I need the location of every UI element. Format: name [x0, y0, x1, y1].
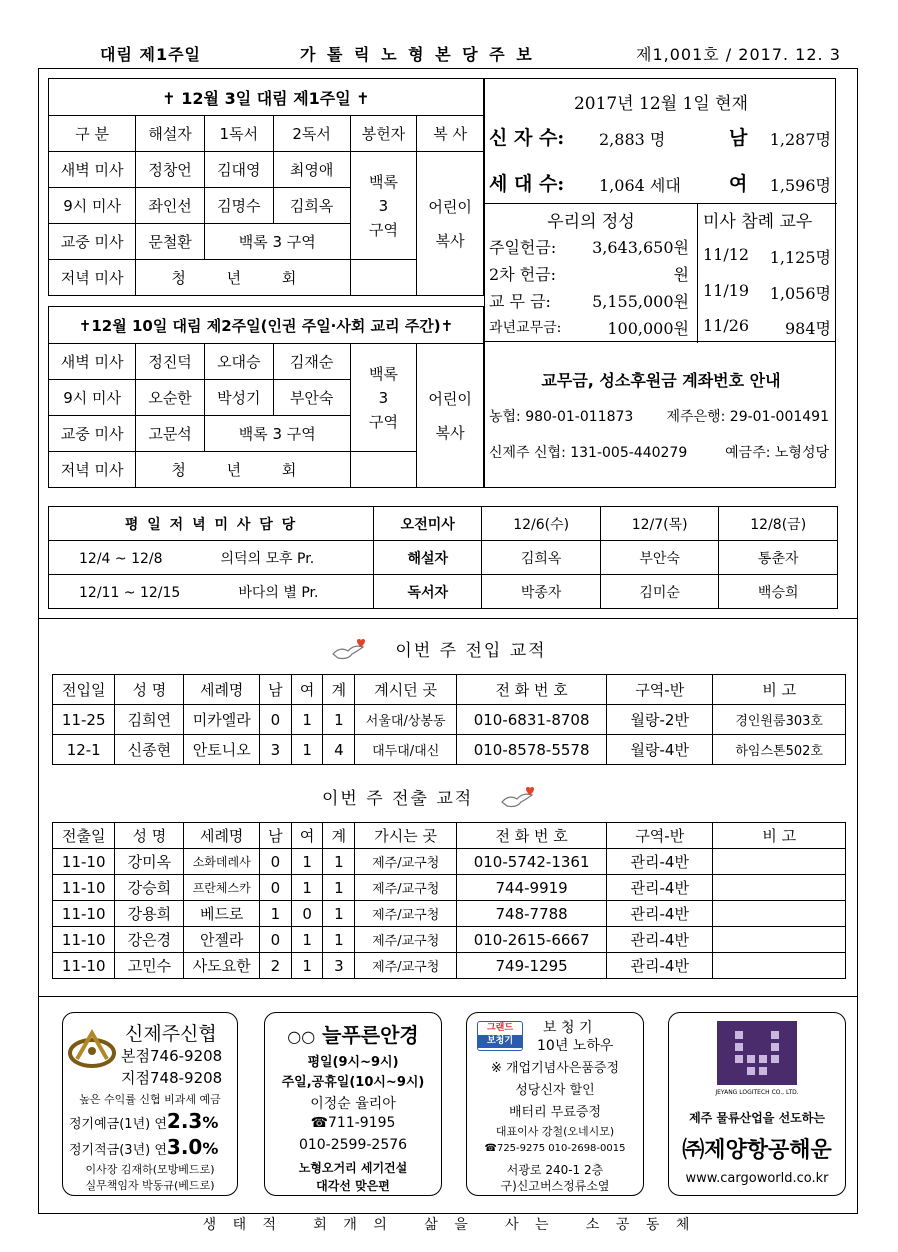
female-label: 여: [729, 173, 748, 195]
optical-mobile: 010-2599-2576: [298, 1137, 408, 1153]
week2-schedule: [48, 306, 484, 488]
table-cell: 고민수: [115, 953, 184, 979]
sunday-collection-label: 주일헌금:: [489, 238, 557, 257]
table-cell: 베드로: [184, 901, 260, 927]
donation-title: 우리의 정성: [547, 212, 635, 232]
col-header: 성 명: [115, 675, 184, 705]
account-jeju: 제주은행: 29-01-001491: [666, 409, 829, 425]
table-cell: 제주/교구청: [355, 849, 457, 875]
col-header: 해설자: [136, 116, 205, 152]
table-cell: 월랑-2반: [607, 705, 713, 735]
table-cell: 744-9919: [457, 875, 607, 901]
commentator: 오순한: [136, 380, 205, 416]
table-cell: 관리-4반: [607, 875, 713, 901]
table-cell: 강용희: [115, 901, 184, 927]
reader: 백승희: [719, 575, 838, 609]
table-cell: 강승희: [115, 875, 184, 901]
table-cell: 010-5742-1361: [457, 849, 607, 875]
col-header: 구역-반: [607, 823, 713, 849]
table-cell: [713, 901, 846, 927]
col-header: 비 고: [713, 823, 846, 849]
evening-group: 청 년 회: [136, 260, 350, 296]
commentator: 좌인선: [136, 188, 205, 224]
table-cell: 사도요한: [184, 953, 260, 979]
cu-rate2: 정기적금(3년) 연3.0%: [69, 1135, 219, 1159]
col-header: 구 분: [49, 116, 136, 152]
reader2: 부안숙: [273, 380, 350, 416]
col-header: 가시는 곳: [355, 823, 457, 849]
table-cell: 11-10: [53, 927, 115, 953]
ad-credit-union: [62, 1012, 238, 1196]
col-header: 여: [291, 675, 323, 705]
bulletin-title: 가 톨 릭 노 형 본 당 주 보: [300, 45, 535, 64]
table-row: [53, 875, 846, 901]
believers-label: 신 자 수:: [489, 127, 565, 149]
table-row: [53, 735, 846, 765]
reader1: 박성기: [204, 380, 273, 416]
table-cell: 3: [259, 735, 291, 765]
weekday-mass-table: [48, 506, 838, 609]
table-cell: 1: [291, 927, 323, 953]
cu-main: 본점746-9208: [121, 1047, 223, 1065]
offering-group: 백록 3 구역: [350, 152, 417, 260]
offering-group: 백록 3 구역: [350, 344, 417, 452]
male-count: 1,287명: [769, 130, 831, 149]
col-header: 봉헌자: [350, 116, 417, 152]
table-cell: 강미옥: [115, 849, 184, 875]
col-header: 비 고: [713, 675, 846, 705]
table-cell: 대두대/대신: [355, 735, 457, 765]
table-cell: 11-25: [53, 705, 115, 735]
table-cell: 11-10: [53, 875, 115, 901]
commentator: 김희옥: [482, 541, 601, 575]
table-cell: 김희연: [115, 705, 184, 735]
col-header: 전출일: [53, 823, 115, 849]
optical-name: ○○ 늘푸른안경: [287, 1023, 419, 1047]
second-collection-label: 2차 헌금:: [489, 265, 557, 284]
col-header: 여: [291, 823, 323, 849]
col-header: 계: [323, 675, 355, 705]
table-cell: 010-8578-5578: [457, 735, 607, 765]
col-header: 전 화 번 호: [457, 675, 607, 705]
table-cell: 1: [323, 875, 355, 901]
table-cell: 1: [323, 705, 355, 735]
hearing-title: 보 청 기: [543, 1020, 593, 1036]
sunday-collection: 3,643,650원: [592, 238, 689, 257]
transfer-in-table: [52, 674, 846, 765]
table-cell: 강은경: [115, 927, 184, 953]
commentator: 정창언: [136, 152, 205, 188]
reader2: 김재순: [273, 344, 350, 380]
att-count: 984명: [785, 319, 831, 338]
col-header: 계시던 곳: [355, 675, 457, 705]
issue-season: 대림 제1주일: [100, 45, 201, 64]
day: 12/8(금): [719, 507, 838, 541]
dues: 5,155,000원: [592, 292, 689, 311]
past-dues-label: 과년교무금:: [489, 320, 562, 336]
week1-title: ✝ 12월 3일 대림 제1주일 ✝: [49, 79, 484, 116]
commentator: 통춘자: [719, 541, 838, 575]
col-header: 복 사: [417, 116, 484, 152]
table-cell: 1: [291, 953, 323, 979]
mass-label: 교중 미사: [49, 224, 136, 260]
glasses-icon: ○○: [287, 1027, 316, 1046]
table-cell: 경인원룸303호: [713, 705, 846, 735]
table-row: [53, 849, 846, 875]
households-count: 1,064 세대: [599, 176, 681, 195]
commentator: 정진덕: [136, 344, 205, 380]
cu-rate1: 정기예금(1년) 연2.3%: [69, 1109, 219, 1133]
jeyang-url: www.cargoworld.co.kr: [685, 1171, 829, 1186]
table-cell: 월랑-4반: [607, 735, 713, 765]
table-cell: 0: [259, 875, 291, 901]
table-cell: 748-7788: [457, 901, 607, 927]
table-cell: 안토니오: [184, 735, 260, 765]
reader: 박종자: [482, 575, 601, 609]
table-row: [53, 705, 846, 735]
mass-label: 9시 미사: [49, 188, 136, 224]
col-header: 계: [323, 823, 355, 849]
table-cell: 1: [291, 875, 323, 901]
att-date: 11/12: [703, 245, 750, 264]
table-cell: 11-10: [53, 901, 115, 927]
server-group: 어린이 복사: [417, 344, 484, 488]
mass-label: 저녁 미사: [49, 452, 136, 488]
mass-label: 저녁 미사: [49, 260, 136, 296]
footer-motto: 생 태 적 회 개 의 삶 을 사 는 소 공 동 체: [202, 1217, 696, 1233]
hearing-addr1: 서광로 240-1 2층: [506, 1163, 604, 1177]
table-cell: 3: [323, 953, 355, 979]
att-count: 1,056명: [769, 284, 831, 303]
table-cell: 관리-4반: [607, 953, 713, 979]
optical-addr1: 노형오거리 세기건설: [298, 1161, 408, 1175]
optical-hours1: 평일(9시~9시): [307, 1055, 399, 1070]
table-cell: 1: [259, 901, 291, 927]
hearing-l2: 성당신자 할인: [515, 1083, 595, 1098]
cu-chair: 이사장 김재하(모방베드로): [85, 1163, 215, 1176]
table-cell: 제주/교구청: [355, 953, 457, 979]
second-collection: 원: [673, 265, 689, 284]
account-info: [484, 342, 836, 488]
table-cell: 소화데레사: [184, 849, 260, 875]
female-count: 1,596명: [769, 176, 831, 195]
weekday-head: 평 일 저 녁 미 사 담 당: [49, 507, 374, 541]
commentator: 고문석: [136, 416, 205, 452]
hearing-phone: ☎725-9275 010-2698-0015: [484, 1143, 626, 1154]
dove-icon: [330, 638, 366, 664]
dove-icon: [499, 786, 535, 812]
dues-label: 교 무 금:: [489, 292, 551, 311]
cu-name: 신제주신협: [125, 1023, 217, 1045]
table-cell: 1: [291, 849, 323, 875]
account-title: 교무금, 성소후원금 계좌번호 안내: [541, 371, 781, 390]
table-cell: 제주/교구청: [355, 901, 457, 927]
table-cell: 1: [291, 735, 323, 765]
table-cell: 12-1: [53, 735, 115, 765]
att-date: 11/26: [703, 316, 750, 335]
table-cell: 1: [323, 927, 355, 953]
table-cell: 미카엘라: [184, 705, 260, 735]
table-cell: [713, 849, 846, 875]
table-cell: 0: [259, 849, 291, 875]
jeyang-logo-text: JEYANG LOGITECH CO., LTD.: [715, 1089, 799, 1096]
col-header: 전입일: [53, 675, 115, 705]
cu-branch: 지점748-9208: [121, 1069, 223, 1087]
period-row: 12/4 ~ 12/8 의덕의 모후 Pr.: [49, 541, 374, 575]
table-cell: 하임스톤502호: [713, 735, 846, 765]
ad-optical: [264, 1012, 442, 1196]
account-cu: 신제주 신협: 131-005-440279: [489, 445, 688, 461]
commentator: 문철환: [136, 224, 205, 260]
readers-merged: 백록 3 구역: [204, 416, 350, 452]
reader2: 김희옥: [273, 188, 350, 224]
table-cell: 1: [323, 901, 355, 927]
table-cell: 관리-4반: [607, 849, 713, 875]
hearing-badge: 그랜드 보청기: [477, 1021, 523, 1051]
table-cell: 010-2615-6667: [457, 927, 607, 953]
col-header: 남: [259, 823, 291, 849]
reader-label: 독서자: [374, 575, 482, 609]
hearing-ceo: 대표이사 강철(오네시모): [495, 1125, 615, 1138]
week1-schedule: [48, 78, 484, 296]
readers-merged: 백록 3 구역: [204, 224, 350, 260]
account-nh: 농협: 980-01-011873: [489, 409, 634, 425]
table-cell: 749-1295: [457, 953, 607, 979]
commentator-label: 해설자: [374, 541, 482, 575]
reader2: 최영애: [273, 152, 350, 188]
hearing-subtitle: 10년 노하우: [537, 1038, 614, 1054]
male-label: 남: [729, 127, 748, 149]
table-cell: 안젤라: [184, 927, 260, 953]
issue-number: 제1,001호 / 2017. 12. 3: [636, 45, 841, 64]
past-dues: 100,000원: [607, 319, 689, 338]
jeyang-logo-icon: [717, 1021, 797, 1085]
table-cell: 프란체스카: [184, 875, 260, 901]
reader1: 김대영: [204, 152, 273, 188]
reader: 김미순: [600, 575, 719, 609]
table-cell: 1: [323, 849, 355, 875]
week2-title: ✝12월 10일 대림 제2주일(인권 주일·사회 교리 주간)✝: [49, 307, 484, 344]
mass-label: 9시 미사: [49, 380, 136, 416]
cu-manager: 실무책임자 박동규(베드로): [85, 1179, 215, 1192]
jeyang-slogan: 제주 물류산업을 선도하는: [689, 1111, 825, 1125]
table-cell: 관리-4반: [607, 901, 713, 927]
commentator: 부안숙: [600, 541, 719, 575]
att-date: 11/19: [703, 281, 750, 300]
optical-owner: 이정순 율리아: [310, 1096, 396, 1112]
hearing-addr2: 구)신고버스정류소옆: [500, 1179, 610, 1193]
optical-addr2: 대각선 맞은편: [316, 1179, 390, 1193]
credit-union-logo-icon: [67, 1029, 117, 1069]
period-row: 12/11 ~ 12/15 바다의 별 Pr.: [49, 575, 374, 609]
table-cell: 11-10: [53, 953, 115, 979]
mass-label: 교중 미사: [49, 416, 136, 452]
attendance-title: 미사 참례 교우: [703, 212, 813, 232]
table-cell: 서울대/상봉동: [355, 705, 457, 735]
mass-label: 새벽 미사: [49, 344, 136, 380]
transfer-out-table: [52, 822, 846, 979]
table-cell: 4: [323, 735, 355, 765]
table-cell: [713, 953, 846, 979]
mass-label: 새벽 미사: [49, 152, 136, 188]
table-cell: 제주/교구청: [355, 875, 457, 901]
table-cell: 0: [259, 927, 291, 953]
col-header: 성 명: [115, 823, 184, 849]
hearing-l1: ※ 개업기념사은품증정: [490, 1061, 620, 1076]
table-row: [53, 927, 846, 953]
account-holder: 예금주: 노형성당: [725, 445, 829, 461]
believers-count: 2,883 명: [599, 130, 666, 149]
col-header: 전 화 번 호: [457, 823, 607, 849]
optical-phone: ☎711-9195: [310, 1115, 396, 1131]
col-header: 남: [259, 675, 291, 705]
table-cell: 신종현: [115, 735, 184, 765]
table-cell: 0: [259, 705, 291, 735]
stats-date: 2017년 12월 1일 현재: [573, 94, 749, 114]
table-cell: 0: [291, 901, 323, 927]
transfer-in-heading: 이번 주 전입 교적: [330, 636, 547, 664]
reader1: 김명수: [204, 188, 273, 224]
table-cell: 2: [259, 953, 291, 979]
morning-head: 오전미사: [374, 507, 482, 541]
table-cell: 관리-4반: [607, 927, 713, 953]
optical-hours2: 주일,공휴일(10시~9시): [281, 1075, 425, 1090]
col-header: 1독서: [204, 116, 273, 152]
col-header: 세례명: [184, 675, 260, 705]
hearing-l3: 배터리 무료증정: [508, 1105, 602, 1120]
table-cell: 11-10: [53, 849, 115, 875]
table-row: [53, 901, 846, 927]
col-header: 구역-반: [607, 675, 713, 705]
parish-stats: [484, 78, 836, 342]
day: 12/6(수): [482, 507, 601, 541]
transfer-out-heading: 이번 주 전출 교적: [322, 784, 535, 812]
ad-hearing-aid: [466, 1012, 644, 1196]
table-cell: [713, 875, 846, 901]
table-cell: 제주/교구청: [355, 927, 457, 953]
table-cell: 1: [291, 705, 323, 735]
table-row: [53, 953, 846, 979]
day: 12/7(목): [600, 507, 719, 541]
table-cell: 010-6831-8708: [457, 705, 607, 735]
table-cell: [713, 927, 846, 953]
ad-logistics: [668, 1012, 846, 1196]
jeyang-name: ㈜제양항공해운: [682, 1138, 832, 1163]
reader1: 오대승: [204, 344, 273, 380]
server-group: 어린이 복사: [417, 152, 484, 296]
evening-group: 청 년 회: [136, 452, 350, 488]
households-label: 세 대 수:: [489, 173, 565, 195]
col-header: 2독서: [273, 116, 350, 152]
att-count: 1,125명: [769, 248, 831, 267]
cu-line3: 높은 수익률 신협 비과세 예금: [79, 1093, 221, 1106]
col-header: 세례명: [184, 823, 260, 849]
